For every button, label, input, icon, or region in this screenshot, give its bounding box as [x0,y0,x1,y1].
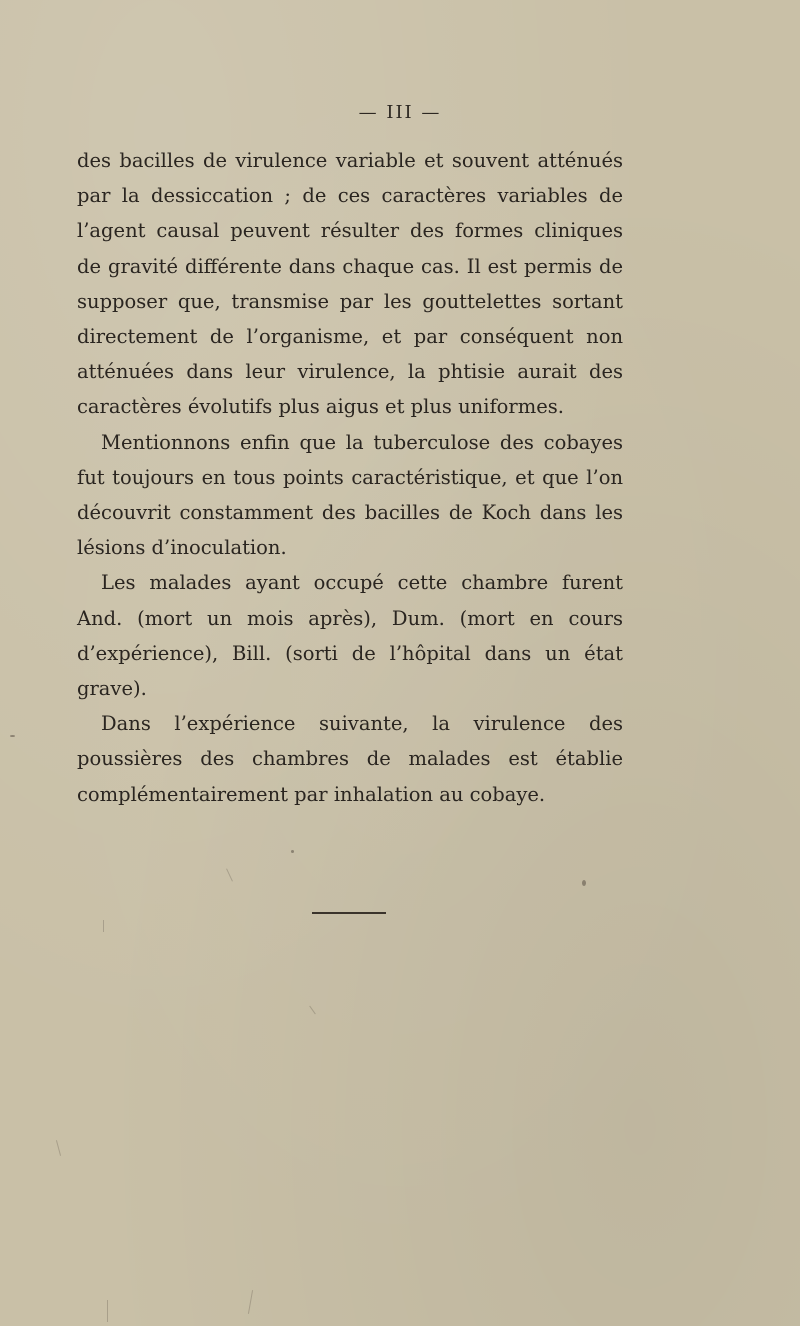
paper-fiber [103,920,104,932]
paragraph-2: Mentionnons enfin que la tuberculose des cobayes fut toujours en tous points caractéristique, et que l’on découvrit constamment des bacilles de Koch dans les lésions d’inoculation. [77,430,623,560]
paragraph-3: Les malades ayant occupé cette chambre furent And. (mort un mois après), Dum. (mort en cours d’expérience), Bill. (sorti de l’hôpital dans un état grave). [77,571,623,701]
paper-speck [582,880,586,886]
page-number: — III — [358,102,442,123]
paper-fiber [248,1290,253,1314]
paper-fiber [226,868,233,881]
paper-fiber [56,1140,61,1156]
end-rule [312,912,386,914]
paper-speck [10,735,15,737]
paper-speck [291,850,294,853]
paragraph-1: des bacilles de virulence variable et souvent atténués par la dessiccation ; de ces caractères variables de l’agent causal peuvent résulter des formes cliniques de gravité différente dans chaque cas. Il est permis de supposer que, transmise par les gouttelettes sortant directement de l’organisme, et par conséquent non atténuées dans leur virulence, la phtisie aurait des caractères évolutifs plus aigus et plus uniformes. [77,149,623,419]
paper-fiber [309,1006,316,1015]
paragraph-4: Dans l’expérience suivante, la virulence des poussières des chambres de malades est établie complémentairement par inhalation au cobaye. [77,712,623,806]
paper-fiber [107,1300,108,1322]
body-text [77,143,623,812]
